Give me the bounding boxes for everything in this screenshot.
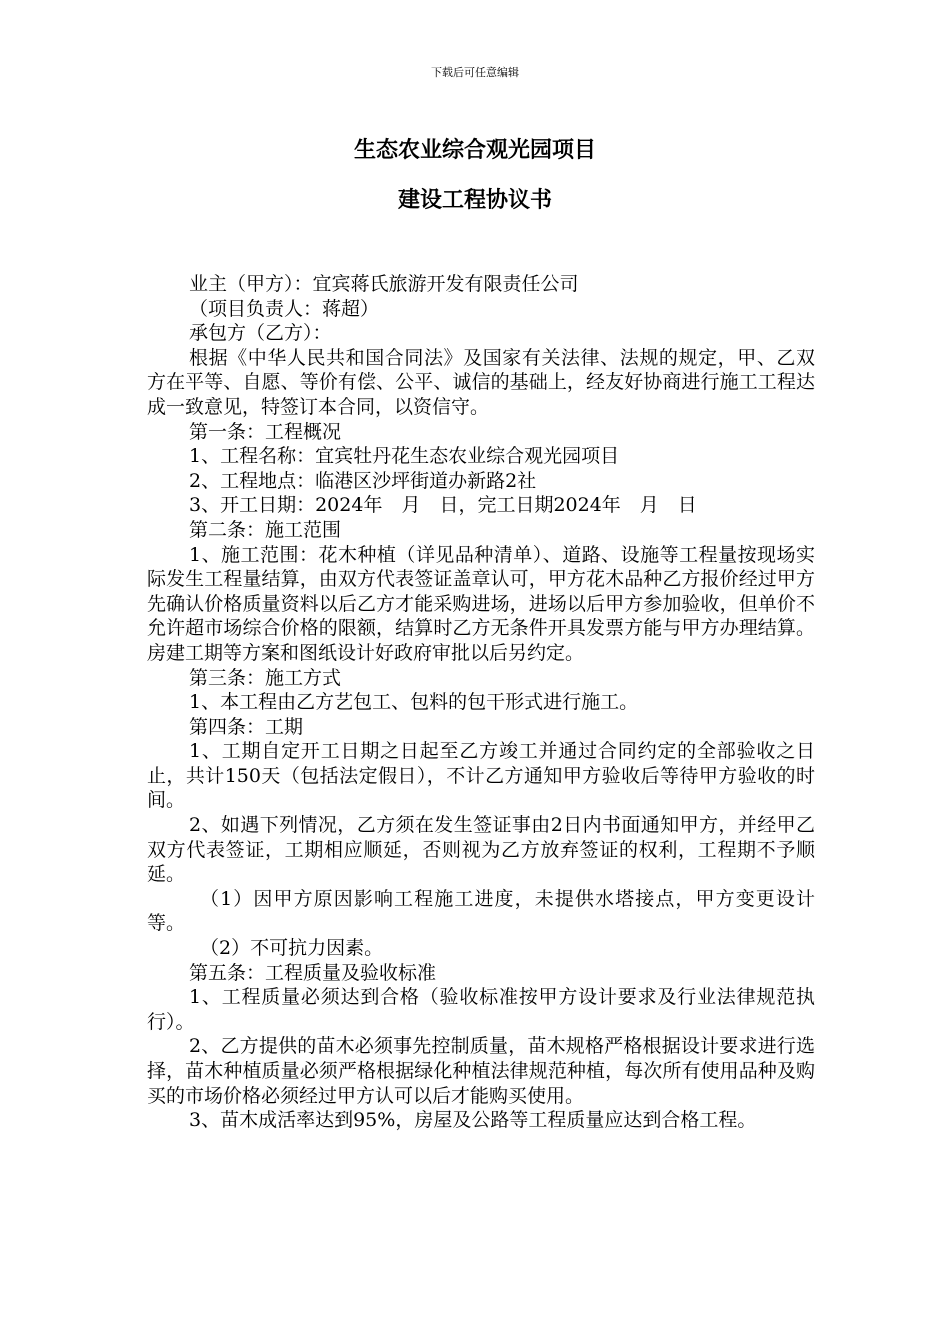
document-body: [147, 272, 815, 1133]
page-header-note: 下载后可任意编辑: [431, 66, 519, 79]
project-dates-item: 3、开工日期：2024年 月 日，完工日期2024年 月 日: [189, 494, 697, 517]
party-b-line: 承包方（乙方）：: [189, 322, 332, 345]
document-subtitle: 建设工程协议书: [397, 188, 552, 213]
preamble-paragraph: 根据《中华人民共和国合同法》及国家有关法律、法规的规定，甲、乙双方在平等、自愿、等价有偿、公平、诚信的基础上，经友好协商进行施工工程达成一致意见，特签订本合同，以资信守。: [147, 346, 815, 418]
quality-paragraph-3: 3、苗木成活率达到95%，房屋及公路等工程质量应达到合格工程。: [189, 1109, 757, 1132]
duration-case-2: （2）不可抗力因素。: [200, 937, 384, 960]
party-a-line: 业主（甲方）：宜宾蒋氏旅游开发有限责任公司: [189, 273, 579, 295]
scope-paragraph: 1、施工范围：花木种植（详见品种清单）、道路、设施等工程量按现场实际发生工程量结算，由双方代表签证盖章认可，甲方花木品种乙方报价经过甲方先确认价格质量资料以后乙方才能采购进场，进场以后甲方参加验收，但单价不允许超市场综合价格的限额，结算时乙方无条件开具发票方能与甲方办理结算。房建工期等方案和图纸设计好政府审批以后另约定。: [147, 543, 815, 664]
duration-paragraph-2: 2、如遇下列情况，乙方须在发生签证事由2日内书面通知甲方，并经甲乙双方代表签证，工期相应顺延，否则视为乙方放弃签证的权利，工程期不予顺延。: [147, 814, 815, 886]
duration-case-1: （1）因甲方原因影响工程施工进度，未提供水塔接点，甲方变更设计等。: [147, 887, 815, 935]
article-5-heading: 第五条：工程质量及验收标准: [189, 961, 437, 984]
project-location-item: 2、工程地点：临港区沙坪街道办新路2社: [189, 469, 537, 492]
project-name-item: 1、工程名称：宜宾牡丹花生态农业综合观光园项目: [189, 445, 620, 468]
duration-paragraph-1: 1、工期自定开工日期之日起至乙方竣工并通过合同约定的全部验收之日止，共计150天（包括法定假日），不计乙方通知甲方验收后等待甲方验收的时间。: [147, 740, 815, 812]
project-lead-line: （项目负责人：蒋超）: [189, 297, 380, 320]
quality-paragraph-1: 1、工程质量必须达到合格（验收标准按甲方设计要求及行业法律规范执行）。: [147, 986, 815, 1033]
document-title: 生态农业综合观光园项目: [353, 138, 596, 163]
article-1-heading: 第一条：工程概况: [189, 420, 342, 443]
article-2-heading: 第二条：施工范围: [189, 518, 342, 541]
method-paragraph: 1、本工程由乙方艺包工、包料的包干形式进行施工。: [189, 691, 639, 714]
quality-paragraph-2: 2、乙方提供的苗木必须事先控制质量，苗木规格严格根据设计要求进行选择，苗木种植质量必须严格根据绿化种植法律规范种植，每次所有使用品种及购买的市场价格必须经过甲方认可以后才能购买使用。: [147, 1035, 815, 1107]
article-3-heading: 第三条：施工方式: [189, 666, 342, 689]
article-4-heading: 第四条：工期: [189, 715, 304, 738]
